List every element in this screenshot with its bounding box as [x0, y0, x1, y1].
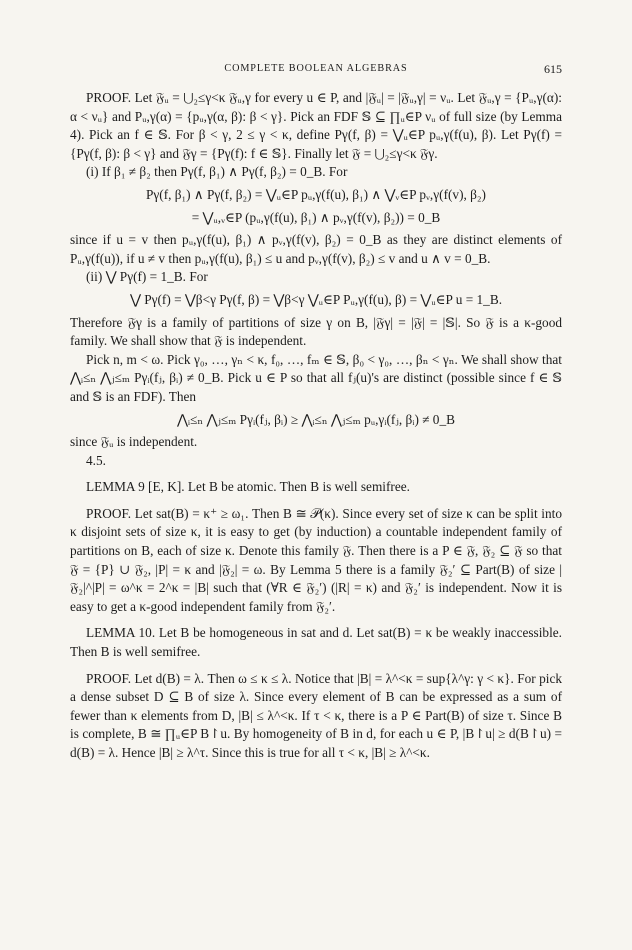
proof-lemma8-pick: Pick n, m < ω. Pick γ₀, …, γₙ < κ, f₀, …, fₘ ∈ 𝕊, β₀ < γ₀, …, βₙ < γₙ. We shall show that ⋀ᵢ≤ₙ ⋀ⱼ≤ₘ Pγᵢ(fⱼ, βᵢ) ≠ 0_B. Pick u ∈ P so that all fⱼ(u)'s are distinct (possible since f ∈ 𝕊 and 𝕊 is an FDF). Then [70, 351, 562, 404]
lemma-10-statement: LEMMA 10. Let B be homogeneous in sat and d. Let sat(B) = κ be weakly inaccessible. Then B is well semifree. [70, 625, 562, 660]
running-title: COMPLETE BOOLEAN ALGEBRAS [224, 63, 408, 74]
proof-lemma8-therefore: Therefore 𝔉γ is a family of partitions of size γ on B, |𝔉γ| = |𝔉| = |𝕊|. So 𝔉 is a κ-good family. We shall show that 𝔉 is independent. [70, 314, 562, 349]
section-number: 4.5. [86, 452, 106, 468]
proof-lemma8-since: since if u = v then pᵤ,γ(f(u), β₁) ∧ pᵥ,γ(f(v), β₂) = 0_B as they are distinct elements of Pᵤ,γ(f(u)), if u ≠ v then pᵤ,γ(f(u), β₁) ≤ u and pᵥ,γ(f(v), β₂) ≤ v and u ∧ v = 0_B. [70, 232, 562, 266]
lemma-9-proof: PROOF. Let sat(B) = κ⁺ ≥ ω₁. Then B ≅ 𝒫(κ). Since every set of size κ can be split into κ disjoint sets of size κ, it is easy to get (by induction) a countable independent family of partitions on B, each of size κ. Denote this family 𝔉. Then there is a P ∈ 𝔉, 𝔉₂ ⊆ 𝔉 so that 𝔉 = {P} ∪ 𝔉₂, |P| = κ and |𝔉₂| = ω. By Lemma 5 there is a family 𝔉₂′ ⊆ Part(B) of size |𝔉₂|^|P| = ω^κ = 2^κ = |B| such that (∀R ∈ 𝔉₂′) (|R| = κ) and 𝔉₂′ is independent. Now it is easy to get a κ-good independent family from 𝔉₂′. [70, 505, 562, 614]
display-equation-1: Pγ(f, β₁) ∧ Pγ(f, β₂) = ⋁ᵤ∈P pᵤ,γ(f(u), β₁) ∧ ⋁ᵥ∈P pᵥ,γ(f(v), β₂) [146, 186, 486, 202]
proof-lemma8-para1: PROOF. Let 𝔉ᵤ = ⋃₂≤γ<κ 𝔉ᵤ,γ for every u ∈ P, and |𝔉ᵤ| = |𝔉ᵤ,γ| = νᵤ. Let 𝔉ᵤ,γ = {Pᵤ,γ(α): α < νᵤ} and Pᵤ,γ(α) = {pᵤ,γ(α, β): β < γ}. Pick an FDF 𝕊 ⊆ ∏ᵤ∈P νᵤ of full size (by Lemma 4). Pick an f ∈ 𝕊. For β < γ, 2 ≤ γ < κ, define Pγ(f, β) = ⋁ᵤ∈P pᵤ,γ(f(u), β). Let Pγ(f) = {Pγ(f, β): β < γ} and 𝔉γ = {Pγ(f): f ∈ 𝕊}. Finally let 𝔉 = ⋃₂≤γ<κ 𝔉γ. [70, 90, 562, 161]
display-equation-4: ⋀ᵢ≤ₙ ⋀ⱼ≤ₘ Pγᵢ(fⱼ, βᵢ) ≥ ⋀ᵢ≤ₙ ⋀ⱼ≤ₘ pᵤ,γᵢ(fⱼ, βᵢ) ≠ 0_B [177, 411, 455, 427]
display-equation-3: ⋁ Pγ(f) = ⋁β<γ Pγ(f, β) = ⋁β<γ ⋁ᵤ∈P Pᵤ,γ(f(u), β) = ⋁ᵤ∈P u = 1_B. [129, 291, 503, 307]
proof-lemma8-part-i: (i) If β₁ ≠ β₂ then Pγ(f, β₁) ∧ Pγ(f, β₂) = 0_B. For [86, 164, 348, 180]
page-number: 615 [544, 62, 562, 76]
page-body [70, 89, 562, 763]
display-equation-2: = ⋁ᵤ,ᵥ∈P (pᵤ,γ(f(u), β₁) ∧ pᵥ,γ(f(v), β₂)) = 0_B [191, 209, 441, 225]
running-header [70, 60, 562, 78]
proof-lemma8-conclusion: since 𝔉ᵤ is independent. [70, 434, 198, 450]
proof-lemma8-part-ii: (ii) ⋁ Pγ(f) = 1_B. For [86, 269, 208, 285]
lemma-9-statement: LEMMA 9 [E, K]. Let B be atomic. Then B is well semifree. [86, 479, 410, 495]
lemma-10-proof: PROOF. Let d(B) = λ. Then ω ≤ κ ≤ λ. Notice that |B| = λ^<κ = sup{λ^γ: γ < κ}. For pick a dense subset D ⊆ B of size λ. Since every element of B can be expressed as a sum of fewer than κ elements from D, |B| ≤ λ^<κ. If τ < κ, there is a P ∈ Part(B) of size τ. Since B is complete, B ≅ ∏ᵤ∈P B↾u. By homogeneity of B in d, for each u ∈ P, |B↾u| ≥ d(B↾u) = d(B) = λ. Hence |B| ≥ λ^τ. Since this is true for all τ < κ, |B| ≥ λ^<κ. [70, 670, 562, 760]
